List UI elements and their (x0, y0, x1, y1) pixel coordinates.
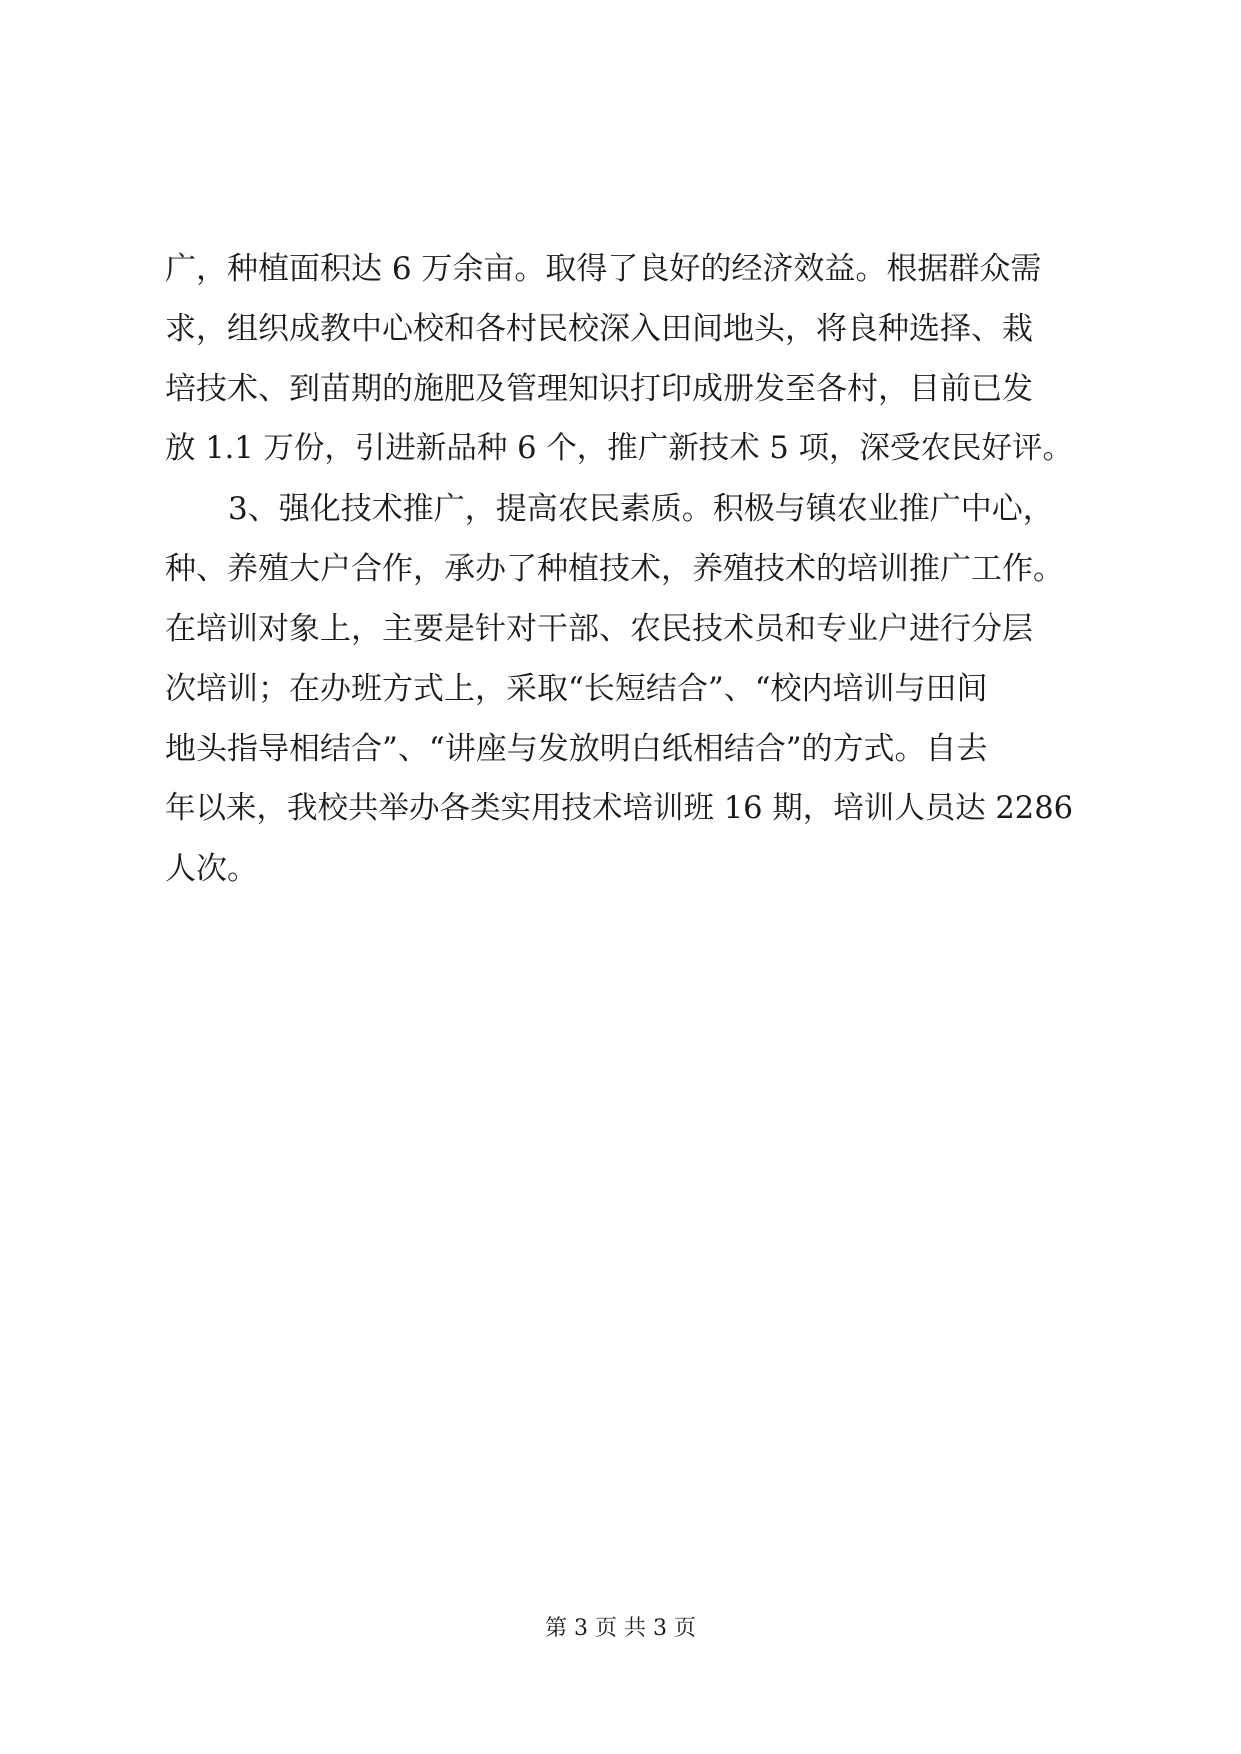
body-text-line: 广，种植面积达 6 万余亩。取得了良好的经济效益。根据群众需 (165, 251, 1042, 287)
paragraph-start-line: 3、强化技术推广，提高农民素质。积极与镇农业推广中心， (228, 491, 1054, 527)
body-text-line: 培技术、到苗期的施肥及管理知识打印成册发至各村，目前已发 (165, 371, 1033, 407)
body-text-line: 种、养殖大户合作，承办了种植技术，养殖技术的培训推广工作。 (165, 551, 1064, 587)
body-text-line: 求，组织成教中心校和各村民校深入田间地头，将良种选择、栽 (165, 311, 1033, 347)
body-text-line: 次培训；在办班方式上，采取“长短结合”、“校内培训与田间 (165, 671, 988, 707)
body-text-line: 年以来，我校共举办各类实用技术培训班 16 期，培训人员达 2286 (165, 791, 1074, 826)
body-text-line: 人次。 (165, 851, 258, 887)
body-text-line: 地头指导相结合”、“讲座与发放明白纸相结合”的方式。自去 (165, 731, 988, 767)
body-text-line: 放 1.1 万份，引进新品种 6 个，推广新技术 5 项，深受农民好评。 (165, 431, 1073, 466)
body-text-line: 在培训对象上，主要是针对干部、农民技术员和专业户进行分层 (165, 611, 1033, 647)
page-number-footer: 第 3 页 共 3 页 (545, 1616, 696, 1641)
